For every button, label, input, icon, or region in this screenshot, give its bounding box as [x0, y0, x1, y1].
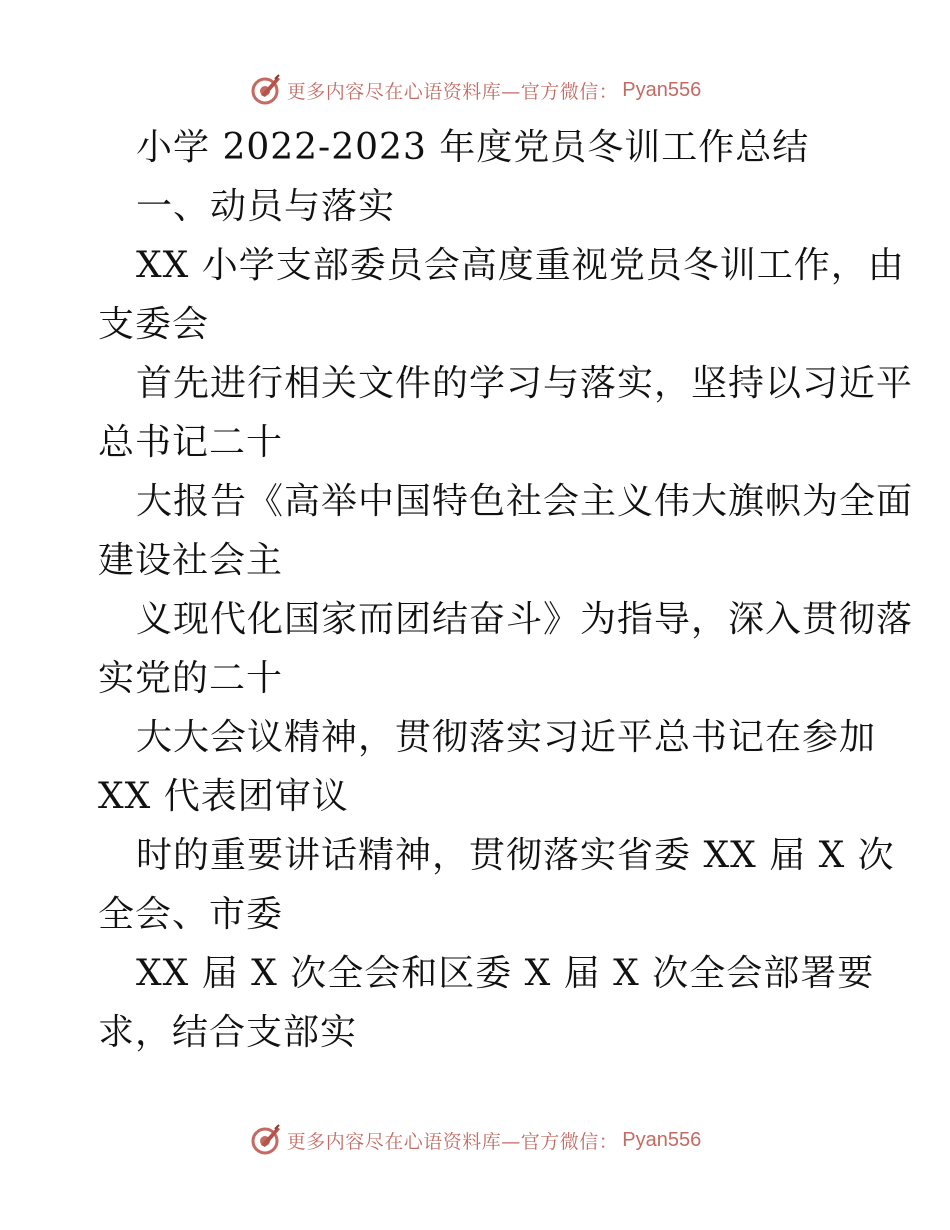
text-line: 实党的二十	[98, 658, 284, 699]
document-title: 小学 2022-2023 年度党员冬训工作总结	[136, 127, 810, 168]
footer-watermark	[0, 1120, 950, 1160]
text-line: 大报告《高举中国特色社会主义伟大旗帜为全面	[136, 481, 914, 522]
text-line: 求，结合支部实	[98, 1012, 358, 1053]
text-line: 时的重要讲话精神，贯彻落实省委 XX 届 X 次	[136, 835, 895, 876]
text-line: 大大会议精神，贯彻落实习近平总书记在参加	[136, 717, 877, 758]
watermark-text: 更多内容尽在心语资料库—官方微信：	[286, 1130, 619, 1153]
text-line: XX 代表团审议	[98, 776, 349, 817]
quill-logo-icon	[249, 1123, 283, 1157]
watermark-handle: Pyan556	[622, 78, 702, 101]
text-line: 总书记二十	[98, 422, 284, 463]
text-line: 首先进行相关文件的学习与落实，坚持以习近平	[136, 363, 914, 404]
header-watermark	[0, 70, 950, 110]
text-line: XX 届 X 次全会和区委 X 届 X 次全会部署要	[136, 953, 875, 994]
text-line: 建设社会主	[98, 540, 284, 581]
watermark-handle: Pyan556	[622, 1128, 702, 1151]
text-line: 全会、市委	[98, 894, 284, 935]
section-heading: 一、动员与落实	[136, 186, 396, 227]
watermark-text: 更多内容尽在心语资料库—官方微信：	[286, 80, 619, 103]
document-body	[98, 118, 914, 1062]
text-line: XX 小学支部委员会高度重视党员冬训工作，由	[136, 245, 905, 286]
text-line: 支委会	[98, 304, 210, 345]
text-line: 义现代化国家而团结奋斗》为指导，深入贯彻落	[136, 599, 914, 640]
quill-logo-icon	[249, 73, 283, 107]
